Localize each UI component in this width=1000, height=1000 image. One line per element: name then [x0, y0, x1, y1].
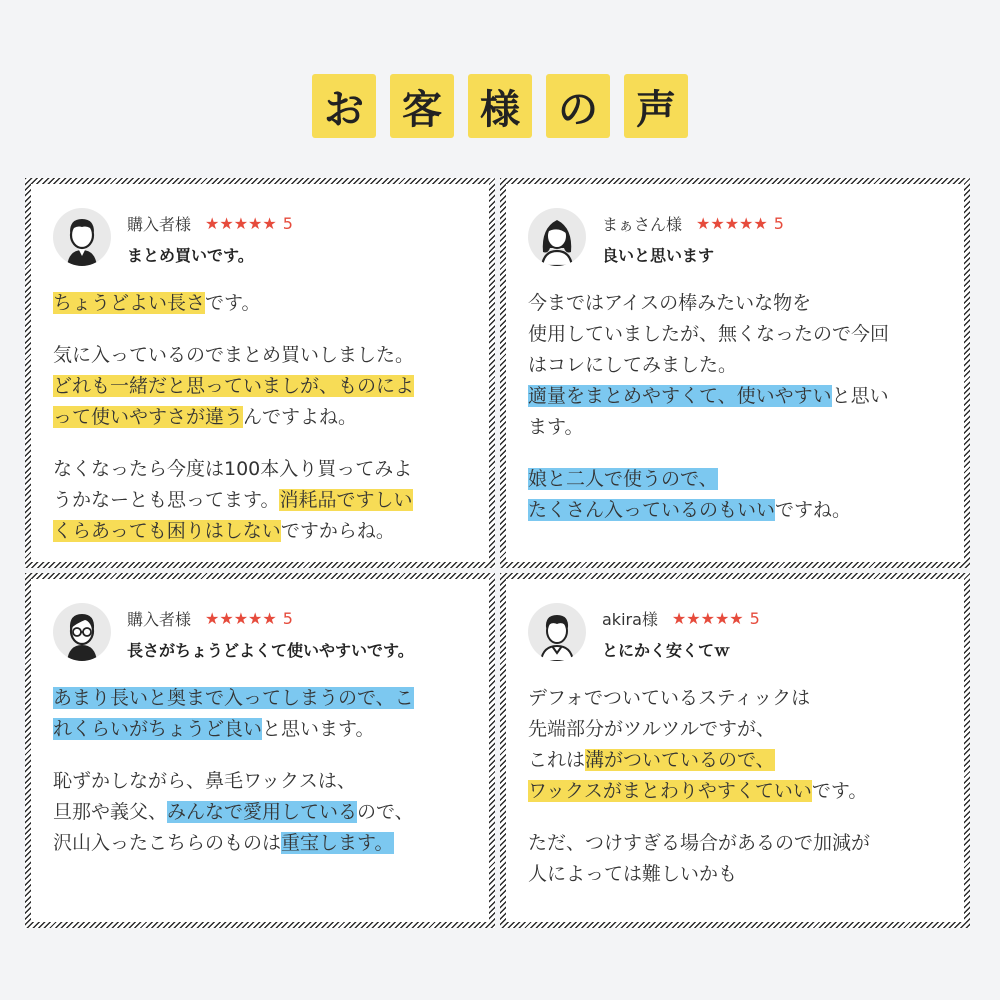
review-body [53, 288, 469, 547]
star-rating: ★★★★★ [671, 609, 744, 628]
reviewer-name: 購入者様 [127, 215, 192, 234]
highlighted-text: ワックスがまとわりやすくていい [528, 780, 812, 802]
review-line [528, 350, 944, 381]
review-headline: 長さがちょうどよくて使いやすいです。 [127, 641, 414, 660]
review-text: 今まではアイスの棒みたいな物を [528, 292, 812, 314]
review-line [53, 714, 469, 745]
review-line [528, 288, 944, 319]
rating-score: 5 [282, 214, 293, 233]
highlighted-text: あまり長いと奥まで入ってしまうので、こ [53, 687, 414, 709]
review-text: です。 [205, 292, 261, 314]
review-text: 人によっては難しいかも [528, 863, 738, 885]
review-line [53, 516, 469, 547]
highlighted-text: ちょうどよい長さ [53, 292, 206, 314]
reviewer-name: 購入者様 [127, 610, 192, 629]
rating-score: 5 [282, 609, 293, 628]
review-card [25, 573, 495, 928]
avatar-man-icon [53, 208, 111, 266]
review-line [528, 828, 944, 859]
review-line [528, 859, 944, 890]
review-line [53, 766, 469, 797]
star-rating: ★★★★★ [205, 609, 277, 628]
highlighted-text: みんなで愛用している [167, 801, 358, 823]
review-line [53, 485, 469, 516]
review-text: うかなーとも思ってます。 [53, 489, 280, 511]
review-card [500, 573, 970, 928]
review-line [53, 797, 469, 828]
review-text: 恥ずかしながら、鼻毛ワックスは、 [53, 770, 356, 792]
avatar-shirt-man-icon [528, 603, 586, 661]
highlighted-text: くらあっても困りはしない [53, 520, 281, 542]
title-char: 客 [390, 74, 454, 138]
avatar-woman-icon [528, 208, 586, 266]
review-text: 先端部分がツルツルですが、 [528, 718, 776, 740]
reviewer-name: akira様 [602, 610, 658, 629]
review-text: 沢山入ったこちらのものは [53, 832, 282, 854]
review-paragraph [528, 464, 944, 526]
review-line [528, 464, 944, 495]
review-headline: まとめ買いです。 [127, 246, 254, 265]
review-card [25, 178, 495, 568]
review-paragraph [53, 683, 469, 745]
review-line [528, 319, 944, 350]
review-line [528, 776, 944, 807]
rating-score: 5 [749, 609, 760, 628]
title-char: 声 [624, 74, 688, 138]
star-rating: ★★★★★ [696, 214, 768, 233]
review-text: 使用していましたが、無くなったので今回 [528, 323, 890, 345]
review-body [528, 288, 944, 526]
review-body [528, 683, 944, 890]
review-text: ただ、つけすぎる場合があるので加減が [528, 832, 871, 854]
review-card [500, 178, 970, 568]
rating-score: 5 [773, 214, 784, 233]
review-line [528, 683, 944, 714]
star-rating: ★★★★★ [205, 214, 277, 233]
review-text: 旦那や義父、 [53, 801, 168, 823]
highlighted-text: 重宝します。 [281, 832, 394, 854]
review-paragraph [528, 683, 944, 807]
review-paragraph [53, 340, 469, 433]
review-headline: 良いと思います [602, 246, 715, 265]
review-headline: とにかく安くてｗ [602, 641, 731, 660]
review-paragraph [53, 454, 469, 547]
review-line [53, 340, 469, 371]
review-text: ですね。 [775, 499, 852, 521]
title-char: お [312, 74, 376, 138]
review-paragraph [53, 766, 469, 859]
review-body [53, 683, 469, 859]
highlighted-text: 適量をまとめやすくて、使いやすい [528, 385, 832, 407]
review-text: はコレにしてみました。 [528, 354, 738, 376]
review-text: ます。 [528, 416, 584, 438]
review-text: 気に入っているのでまとめ買いしました。 [53, 344, 415, 366]
review-line [528, 412, 944, 443]
review-line [53, 454, 469, 485]
highlighted-text: たくさん入っているのもいい [528, 499, 776, 521]
review-line [528, 381, 944, 412]
title-char: 様 [468, 74, 532, 138]
review-text: と思い [831, 385, 889, 407]
review-paragraph [528, 828, 944, 890]
page-title [0, 74, 1000, 138]
review-line [53, 683, 469, 714]
avatar-glasses-man-icon [53, 603, 111, 661]
review-text: んですよね。 [243, 406, 358, 428]
review-text: ですからね。 [280, 520, 395, 542]
review-text: です。 [811, 780, 868, 802]
highlighted-text: って使いやすさが違う [53, 406, 244, 428]
review-text: なくなったら今度は100本入り買ってみよ [53, 458, 413, 480]
review-paragraph [528, 288, 944, 443]
review-line [528, 495, 944, 526]
review-line [53, 402, 469, 433]
review-text: ので、 [357, 801, 414, 823]
highlighted-text: 消耗品ですしい [279, 489, 413, 511]
review-line [53, 371, 469, 402]
review-paragraph [53, 288, 469, 319]
reviewer-name: まぁさん様 [602, 215, 683, 234]
review-text: デフォでついているスティックは [528, 687, 811, 709]
review-line [53, 828, 469, 859]
title-char: の [546, 74, 610, 138]
review-line [528, 745, 944, 776]
review-line [53, 288, 469, 319]
highlighted-text: れくらいがちょうど良い [53, 718, 263, 740]
highlighted-text: 娘と二人で使うので、 [528, 468, 718, 490]
highlighted-text: どれも一緒だと思っていましが、ものによ [53, 375, 415, 397]
review-text: これは [528, 749, 586, 771]
review-line [528, 714, 944, 745]
highlighted-text: 溝がついているので、 [585, 749, 775, 771]
review-text: と思います。 [262, 718, 375, 740]
